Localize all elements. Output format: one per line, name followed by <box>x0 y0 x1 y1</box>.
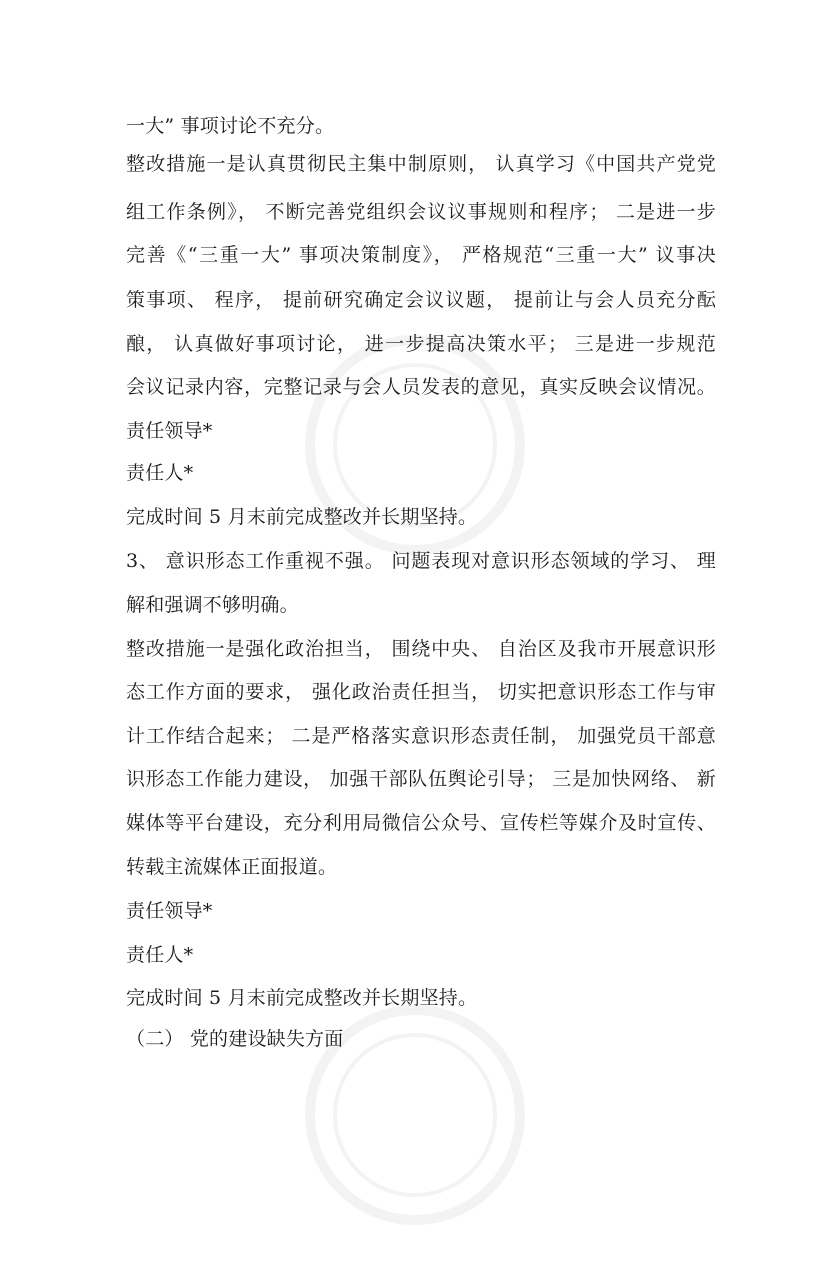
body-text-line: 完善《“三重一大” 事项决策制度》， 严格规范“三重一大” 议事决 <box>126 244 716 266</box>
body-text-line: 酿， 认真做好事项讨论， 进一步提高决策水平； 三是进一步规范 <box>126 333 716 355</box>
body-text-line: 一大” 事项讨论不充分。 <box>126 115 335 137</box>
body-text-line: 计工作结合起来； 二是严格落实意识形态责任制， 加强党员干部意 <box>126 725 716 747</box>
body-text-line: 态工作方面的要求， 强化政治责任担当， 切实把意识形态工作与审 <box>126 681 716 703</box>
body-text-line: 策事项、 程序， 提前研究确定会议议题， 提前让与会人员充分酝 <box>126 289 716 311</box>
body-text-line: 解和强调不够明确。 <box>126 594 299 616</box>
completion-time-line: 完成时间 5 月末前完成整改并长期坚持。 <box>126 987 478 1009</box>
responsible-person-label: 责任人* <box>126 944 194 966</box>
body-text-line: 识形态工作能力建设， 加强干部队伍舆论引导； 三是加快网络、 新 <box>126 768 716 790</box>
body-text-line: 3、 意识形态工作重视不强。 问题表现对意识形态领域的学习、 理 <box>126 550 716 572</box>
section-heading: （二） 党的建设缺失方面 <box>126 1028 344 1050</box>
responsible-leader-label: 责任领导* <box>126 900 213 922</box>
body-text-line: 媒体等平台建设，充分利用局微信公众号、宣传栏等媒介及时宣传、 <box>126 812 716 834</box>
body-text-line: 整改措施一是强化政治担当， 围绕中央、 自治区及我市开展意识形 <box>126 638 716 660</box>
responsible-person-label: 责任人* <box>126 462 194 484</box>
body-text-line: 转载主流媒体正面报道。 <box>126 856 338 878</box>
completion-time-line: 完成时间 5 月末前完成整改并长期坚持。 <box>126 506 478 528</box>
body-text-line: 整改措施一是认真贯彻民主集中制原则， 认真学习《中国共产党党 <box>126 153 716 175</box>
responsible-leader-label: 责任领导* <box>126 420 213 442</box>
body-text-line: 组工作条例》， 不断完善党组织会议议事规则和程序； 二是进一步 <box>126 201 716 223</box>
body-text-line: 会议记录内容，完整记录与会人员发表的意见，真实反映会议情况。 <box>126 376 716 398</box>
